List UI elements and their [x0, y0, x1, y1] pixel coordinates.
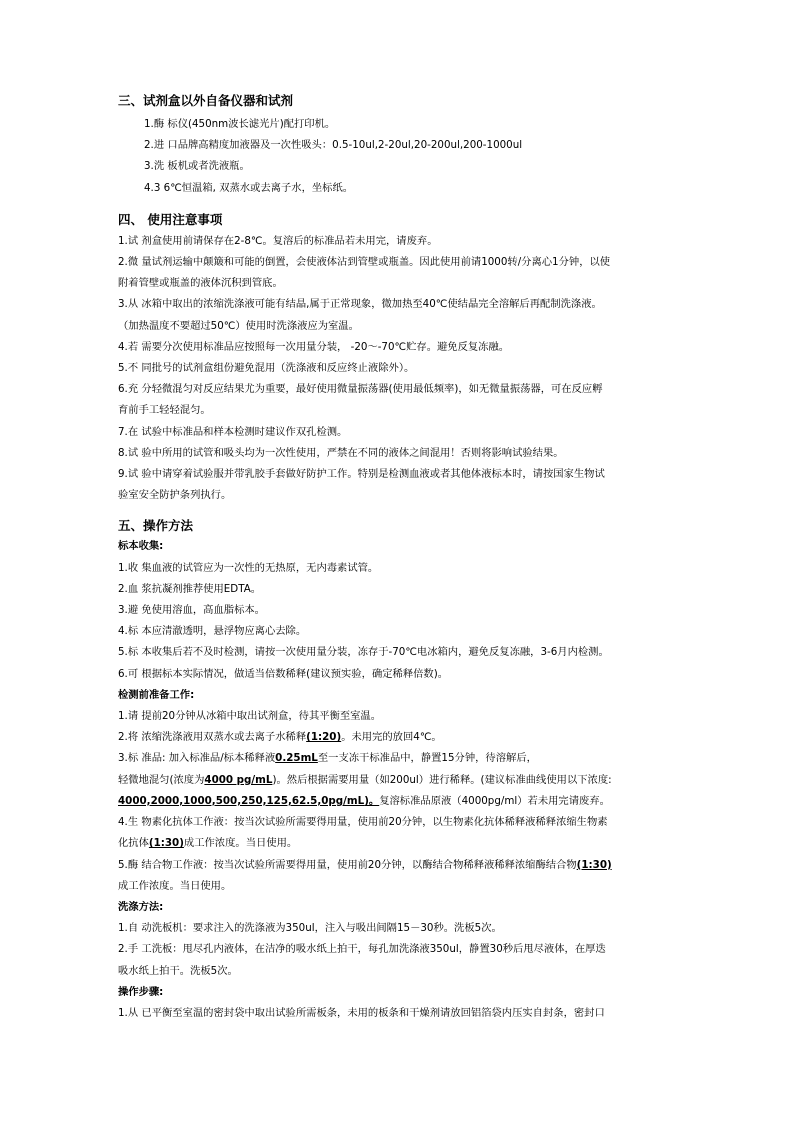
precaution-line: 9.试 验中请穿着试验服并带乳胶手套做好防护工作。特别是检测血液或者其他体液标本时，请按国家生物试	[118, 468, 605, 481]
prep-line	[118, 791, 688, 812]
standard-curve-concentrations: 4000,2000,1000,500,250,125,62.5,0pg/mL	[118, 794, 365, 807]
collection-line: 3.避 免使用溶血，高血脂标本。	[118, 604, 265, 617]
precaution-line: 1.试 剂盒使用前请保存在2-8℃。复溶后的标准品若未用完，请废弃。	[118, 234, 438, 247]
instrument-item: 3.洗 板机或者洗液瓶。	[144, 160, 250, 173]
prep-text: 3.标 准品: 加入标准品/标本稀释液	[118, 752, 276, 765]
precaution-line: 8.试 验中所用的试管和吸头均为一次性使用，严禁在不同的液体之间混用！否则将影响试验结果。	[118, 446, 564, 459]
dilution-ratio: (1:30)	[576, 858, 612, 871]
dilution-ratio: (1:30)	[148, 837, 184, 850]
prep-line: 成工作浓度。当日使用。	[118, 879, 232, 892]
precaution-line: 验室安全防护条列执行。	[118, 489, 232, 502]
dilution-ratio: (1:20)	[306, 731, 342, 744]
diluent-volume: 0.25mL	[275, 752, 318, 765]
precaution-line: 育前手工轻轻混匀。	[118, 404, 211, 417]
collection-line: 1.收 集血液的试管应为一次性的无热原，无内毒素试管。	[118, 561, 379, 574]
prep-text: 成工作浓度。当日使用。	[183, 837, 298, 850]
wash-line: 2.手 工洗板：甩尽孔内液体，在洁净的吸水纸上拍干，每孔加洗涤液350ul，静置30秒后甩尽液体，在厚迭	[118, 943, 606, 956]
instrument-item: 2.进 口品牌高精度加液器及一次性吸头：0.5-10ul,2-20ul,20-200ul,200-1000ul	[144, 139, 523, 152]
prep-line	[118, 770, 688, 791]
prep-line	[118, 833, 688, 854]
collection-line: 4.标 本应清澈透明，悬浮物应离心去除。	[118, 625, 307, 638]
procedure-heading: 操作步骤:	[118, 985, 164, 998]
precaution-line: 4.若 需要分次使用标准品应按照每一次用量分装， -20～-70℃贮存。避免反复冻融。	[118, 340, 510, 353]
standard-concentration: 4000 pg/mL	[204, 773, 273, 786]
wash-line: 吸水纸上拍干。洗板5次。	[118, 964, 238, 977]
prep-line	[118, 727, 688, 748]
prep-text: 至一支冻干标准品中，静置15分钟，待溶解后，	[317, 752, 537, 765]
instrument-item: 4.3 6℃恒温箱, 双蒸水或去离子水，坐标纸。	[144, 181, 354, 194]
prep-line: 4.生 物素化抗体工作液：按当次试验所需要得用量，使用前20分钟，以生物素化抗体稀释液稀释浓缩生物素	[118, 816, 608, 829]
precaution-line: 2.微 量试剂运输中颠簸和可能的倒置，会使液体沾到管壁或瓶盖。因此使用前请1000转/分离心1分钟，以使	[118, 256, 611, 269]
prep-text: 。未用完的放回4℃。	[341, 731, 442, 744]
collection-line: 6.可 根据标本实际情况，做适当倍数稀释(建议预实验，确定稀释倍数)。	[118, 667, 449, 680]
prep-line: 1.请 提前20分钟从冰箱中取出试剂盒，待其平衡至室温。	[118, 710, 382, 723]
prep-text: 轻微地混匀(浓度为	[118, 773, 205, 786]
section-5-title: 五、操作方法	[118, 518, 194, 534]
prep-line	[118, 855, 688, 876]
procedure-line: 1.从 已平衡至室温的密封袋中取出试验所需板条，未用的板条和干燥剂请放回铝箔袋内压实自封条，密封口	[118, 1006, 605, 1019]
prep-text: )。然后根据需要用量（如200ul）进行稀释。(建议标准曲线使用以下浓度:	[272, 773, 612, 786]
preparation-heading: 检测前准备工作:	[118, 688, 195, 701]
section-4-title: 四、 使用注意事项	[118, 211, 223, 227]
prep-text: 复溶标准品原液（4000pg/ml）若未用完请废弃。	[379, 794, 610, 807]
prep-text: )。	[364, 794, 380, 807]
wash-line: 1.自 动洗板机：要求注入的洗涤液为350ul，注入与吸出间隔15－30秒。洗板5次。	[118, 922, 502, 935]
precaution-line: 7.在 试验中标准品和样本检测时建议作双孔检测。	[118, 425, 348, 438]
precaution-line: 3.从 冰箱中取出的浓缩洗涤液可能有结晶,属于正常现象，微加热至40℃使结晶完全溶解后再配制洗涤液。	[118, 298, 602, 311]
instrument-item: 1.酶 标仪(450nm波长滤光片)配打印机。	[144, 118, 336, 130]
prep-text: 2.将 浓缩洗涤液用双蒸水或去离子水稀释	[118, 731, 307, 744]
washing-heading: 洗涤方法:	[118, 900, 164, 913]
prep-text: 5.酶 结合物工作液：按当次试验所需要得用量，使用前20分钟，以酶结合物稀释液稀释浓缩酶结合物	[118, 858, 577, 871]
prep-line	[118, 748, 688, 769]
precaution-line: （加热温度不要超过50℃）使用时洗涤液应为室温。	[118, 319, 359, 332]
specimen-collection-heading: 标本收集:	[118, 540, 164, 553]
prep-text: 化抗体	[118, 837, 149, 850]
section-3-title: 三、试剂盒以外自备仪器和试剂	[118, 93, 294, 108]
document-page	[118, 92, 688, 1024]
precaution-line: 6.充 分轻微混匀对反应结果尤为重要，最好使用微量振荡器(使用最低频率)，如无微量振荡器，可在反应孵	[118, 383, 603, 396]
collection-line: 5.标 本收集后若不及时检测，请按一次使用量分装，冻存于-70℃电冰箱内，避免反复冻融，3-6月内检测。	[118, 646, 609, 659]
collection-line: 2.血 浆抗凝剂推荐使用EDTA。	[118, 582, 262, 595]
precaution-line: 附着管壁或瓶盖的液体沉积到管底。	[118, 277, 283, 290]
precaution-line: 5.不 同批号的试剂盒组份避免混用（洗涤液和反应终止液除外）。	[118, 362, 415, 375]
